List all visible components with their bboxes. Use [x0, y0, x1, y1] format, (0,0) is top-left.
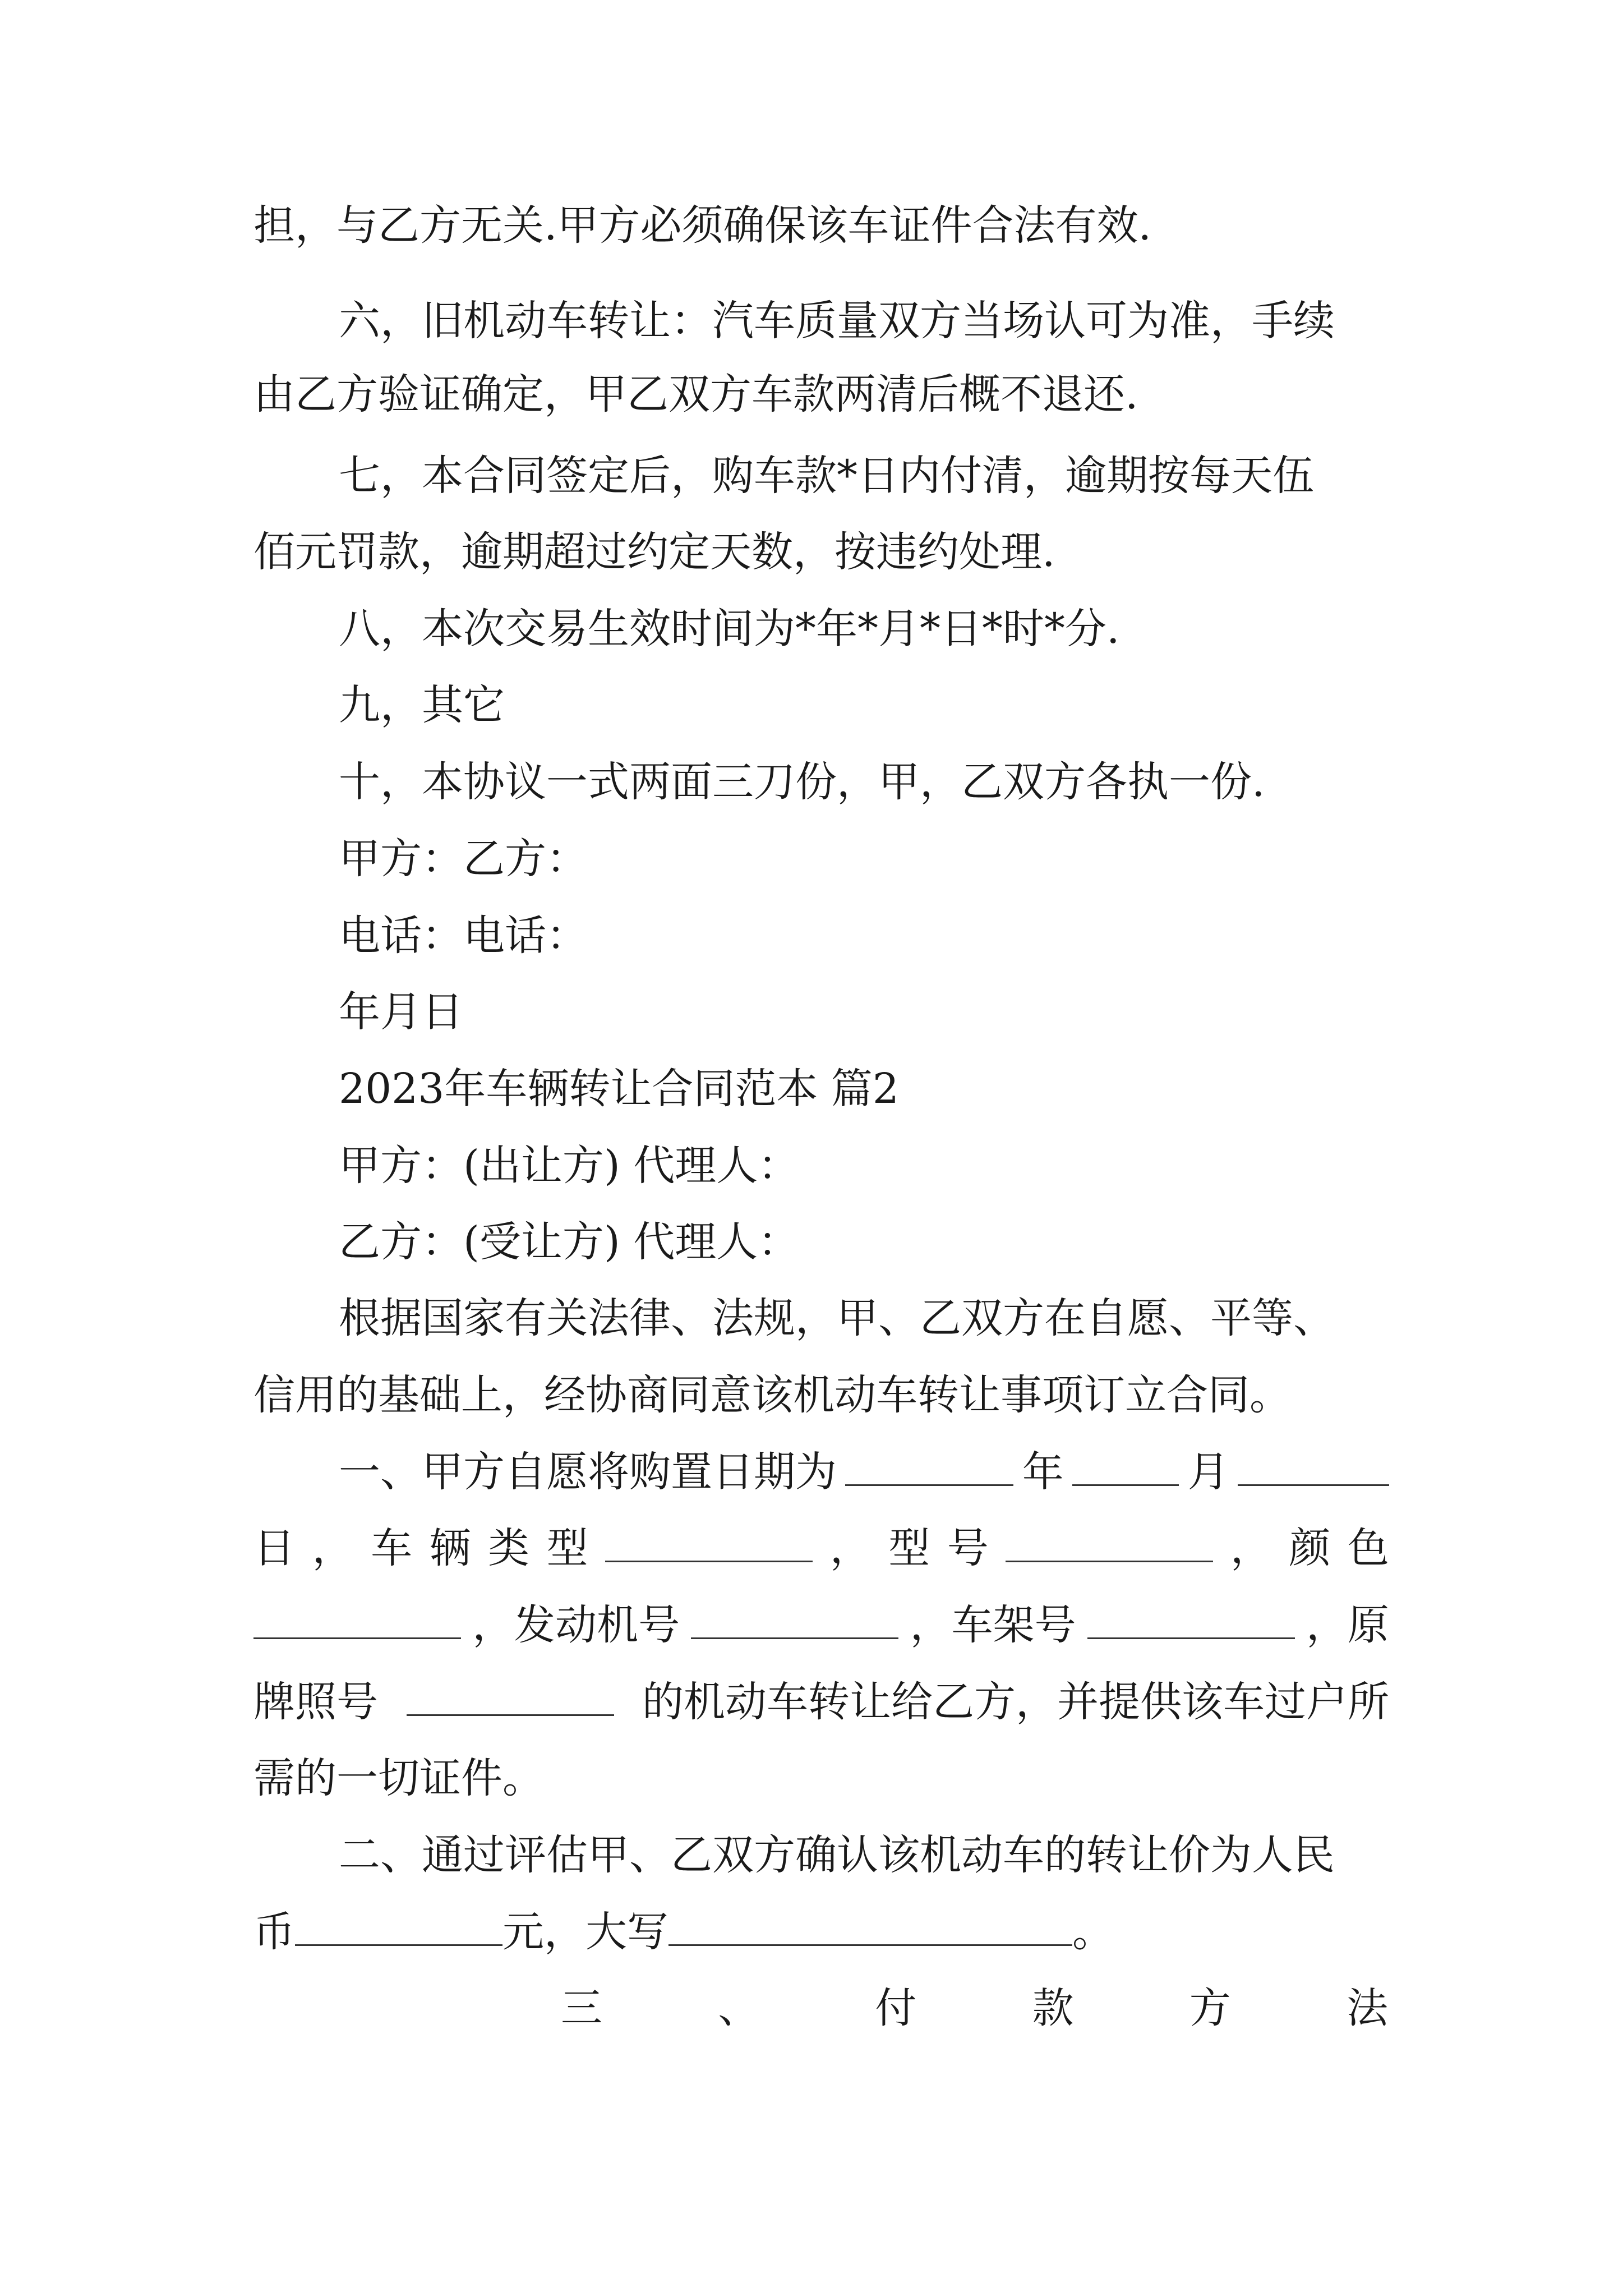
- paragraph-line: 担，与乙方无关.甲方必须确保该车证件合法有效.: [253, 201, 1152, 250]
- clause-nine: 九，其它: [339, 681, 505, 729]
- clause-three-heading: [561, 1980, 1388, 2036]
- signature-date: 年月日: [339, 988, 463, 1036]
- section-heading: 2023年车辆转让合同范本 篇2: [339, 1065, 899, 1113]
- clause-text: 色: [1347, 1524, 1389, 1572]
- price-in-words-blank[interactable]: [668, 1906, 1072, 1946]
- clause-text: 元，大写: [502, 1908, 668, 1956]
- clause-text: 三: [561, 1984, 602, 2032]
- clause-text: 、: [718, 1984, 760, 2032]
- clause-text: ，: [1230, 1524, 1272, 1572]
- clause-text: 型: [546, 1524, 588, 1572]
- purchase-year-blank[interactable]: [845, 1446, 1013, 1486]
- clause-text: 。: [1072, 1908, 1114, 1956]
- clause-text: 月: [1187, 1448, 1229, 1496]
- signature-parties: 甲方：乙方：: [339, 835, 588, 883]
- frame-number-blank[interactable]: [1087, 1599, 1295, 1639]
- model-blank[interactable]: [1006, 1522, 1213, 1562]
- clause-text: ，发动机号: [472, 1601, 680, 1649]
- plate-number-blank[interactable]: [407, 1676, 614, 1716]
- clause-text: 一、甲方自愿将购置日期为: [339, 1448, 837, 1496]
- clause-text: 型: [888, 1524, 930, 1572]
- preamble-line: 根据国家有关法律、法规，甲、乙双方在自愿、平等、: [339, 1294, 1335, 1342]
- clause-one-line: [339, 1444, 1389, 1500]
- clause-text: ，原: [1306, 1601, 1389, 1649]
- engine-number-blank[interactable]: [691, 1599, 898, 1639]
- clause-text: ，车架号: [910, 1601, 1076, 1649]
- preamble-line: 信用的基础上，经协商同意该机动车转让事项订立合同。: [253, 1371, 1291, 1419]
- paragraph-line: 佰元罚款，逾期超过约定天数，按违约处理.: [253, 528, 1055, 576]
- purchase-day-blank[interactable]: [1238, 1446, 1389, 1486]
- clause-seven: 七，本合同签定后，购车款*日内付清，逾期按每天伍: [339, 452, 1314, 500]
- clause-text: 日: [253, 1524, 295, 1572]
- clause-text: 类: [488, 1524, 530, 1572]
- clause-text: ，: [312, 1524, 354, 1572]
- clause-text: 年: [1022, 1448, 1064, 1496]
- party-b-line: 乙方：(受让方) 代理人：: [339, 1218, 800, 1266]
- clause-text: 的机动车转让给乙方，并提供该车过户所: [642, 1678, 1389, 1726]
- clause-text: 车: [371, 1524, 413, 1572]
- clause-two-line: 二、通过评估甲、乙双方确认该机动车的转让价为人民: [339, 1831, 1335, 1879]
- clause-text: 辆: [429, 1524, 471, 1572]
- clause-two-line: [253, 1904, 1389, 1960]
- clause-text: 法: [1346, 1984, 1388, 2032]
- paragraph-line: 由乙方验证确定，甲乙双方车款两清后概不退还.: [253, 370, 1138, 418]
- clause-text: 币: [253, 1908, 295, 1956]
- clause-text: 颜: [1289, 1524, 1331, 1572]
- clause-one-line: [253, 1520, 1389, 1576]
- clause-six: 六，旧机动车转让：汽车质量双方当场认可为准，手续: [339, 297, 1335, 345]
- price-blank[interactable]: [295, 1906, 502, 1946]
- clause-text: 付: [875, 1984, 917, 2032]
- clause-text: ，: [829, 1524, 872, 1572]
- clause-text: 款: [1032, 1984, 1074, 2032]
- vehicle-type-blank[interactable]: [605, 1522, 813, 1562]
- purchase-month-blank[interactable]: [1072, 1446, 1179, 1486]
- clause-one-line: [253, 1597, 1389, 1653]
- clause-ten: 十，本协议一式两面三刀份，甲，乙双方各执一份.: [339, 758, 1265, 806]
- color-blank[interactable]: [253, 1599, 461, 1639]
- clause-text: 号: [947, 1524, 989, 1572]
- paragraph-line: 需的一切证件。: [253, 1754, 544, 1802]
- clause-eight: 八，本次交易生效时间为*年*月*日*时*分.: [339, 605, 1120, 653]
- party-a-line: 甲方：(出让方) 代理人：: [339, 1142, 800, 1190]
- clause-one-line: [253, 1674, 1389, 1730]
- clause-text: 方: [1189, 1984, 1231, 2032]
- signature-phones: 电话：电话：: [339, 912, 588, 960]
- clause-text: 牌照号: [253, 1678, 378, 1726]
